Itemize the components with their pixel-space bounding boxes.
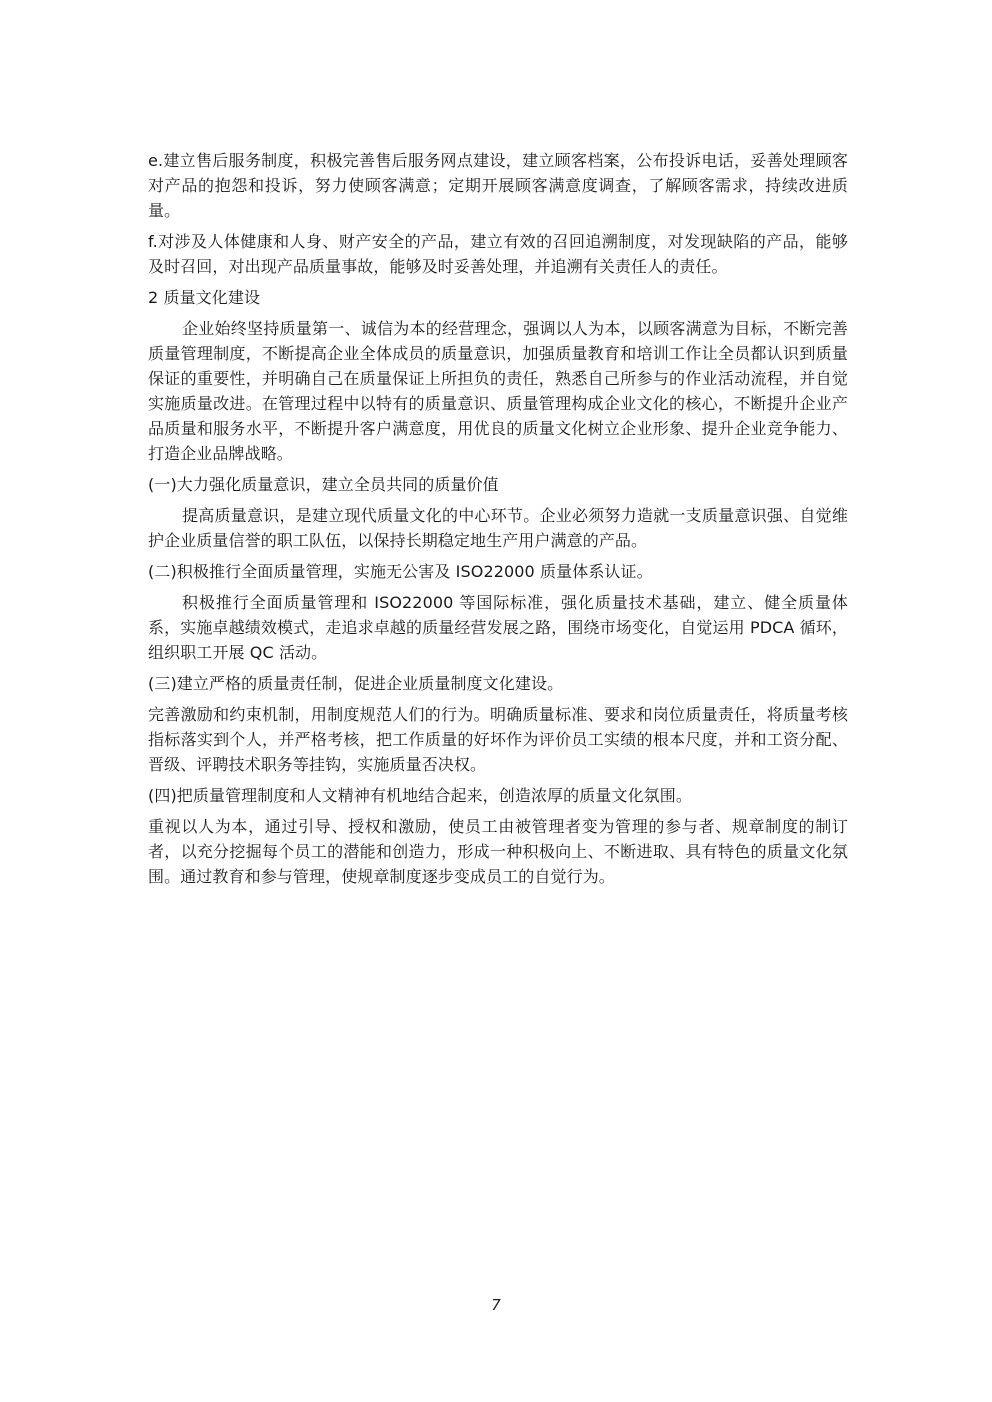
paragraph-e-item: e.建立售后服务制度，积极完善售后服务网点建设，建立顾客档案，公布投诉电话，妥善处理顾客对产品的抱怨和投诉，努力使顾客满意；定期开展顾客满意度调查，了解顾客需求，持续改进质量。 — [148, 151, 848, 220]
page-number: 7 — [491, 1296, 501, 1314]
subsection-1-body: 提高质量意识，是建立现代质量文化的中心环节。企业必须努力造就一支质量意识强、自觉维护企业质量信誉的职工队伍，以保持长期稳定地生产用户满意的产品。 — [148, 506, 848, 550]
subsection-3-body: 完善激励和约束机制，用制度规范人们的行为。明确质量标准、要求和岗位质量责任，将质量考核指标落实到个人，并严格考核，把工作质量的好坏作为评价员工实绩的根本尺度，并和工资分配、晋级、评聘技术职务等挂钩，实施质量否决权。 — [148, 705, 848, 774]
paragraph-f-item: f.对涉及人体健康和人身、财产安全的产品，建立有效的召回追溯制度，对发现缺陷的产品，能够及时召回，对出现产品质量事故，能够及时妥善处理，并追溯有关责任人的责任。 — [148, 232, 848, 276]
subsection-2-title: (二)积极推行全面质量管理，实施无公害及 ISO22000 质量体系认证。 — [148, 562, 653, 581]
section-2-body: 企业始终坚持质量第一、诚信为本的经营理念，强调以人为本，以顾客满意为目标，不断完善质量管理制度，不断提高企业全体成员的质量意识，加强质量教育和培训工作让全员都认识到质量保证的重要性，并明确自己在质量保证上所担负的责任，熟悉自己所参与的作业活动流程，并自觉实施质量改进。在管理过程中以特有的质量意识、质量管理构成企业文化的核心，不断提升企业产品质量和服务水平，不断提升客户满意度，用优良的质量文化树立企业形象、提升企业竞争能力、打造企业品牌战略。 — [148, 319, 848, 463]
document-body — [148, 148, 848, 889]
subsection-2-body: 积极推行全面质量管理和 ISO22000 等国际标准，强化质量技术基础，建立、健全质量体系，实施卓越绩效模式，走追求卓越的质量经营发展之路，围绕市场变化，自觉运用 PDCA 循环，组织职工开展 QC 活动。 — [148, 593, 848, 662]
section-2-title: 2 质量文化建设 — [148, 288, 261, 307]
subsection-4-title: (四)把质量管理制度和人文精神有机地结合起来，创造浓厚的质量文化氛围。 — [148, 786, 692, 805]
subsection-1-title: (一)大力强化质量意识，建立全员共同的质量价值 — [148, 475, 499, 494]
subsection-3-title: (三)建立严格的质量责任制，促进企业质量制度文化建设。 — [148, 674, 564, 693]
subsection-4-body: 重视以人为本，通过引导、授权和激励，使员工由被管理者变为管理的参与者、规章制度的制订者，以充分挖掘每个员工的潜能和创造力，形成一种积极向上、不断进取、具有特色的质量文化氛围。通过教育和参与管理，使规章制度逐步变成员工的自觉行为。 — [148, 817, 848, 886]
